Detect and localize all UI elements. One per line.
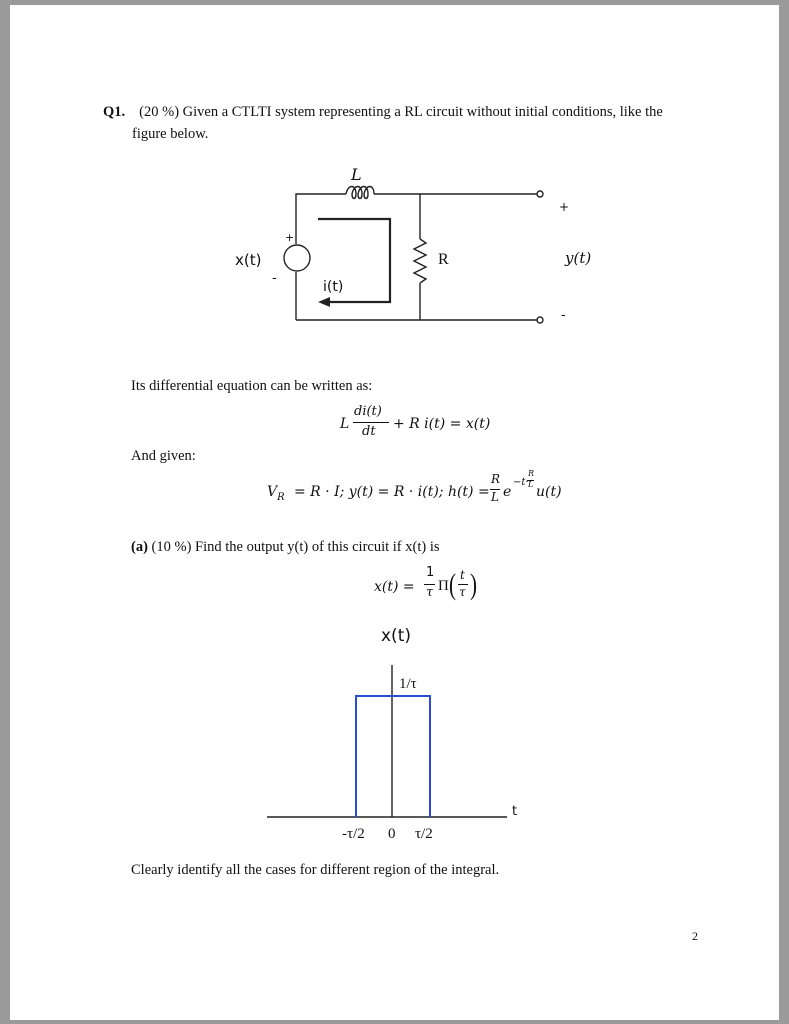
resistor-label: R (438, 251, 449, 268)
given-exp-num: R (528, 469, 535, 478)
output-plus-sign: + (559, 200, 570, 214)
closing-instruction: Clearly identify all the cases for different region of the integral. (131, 862, 500, 878)
time-axis-label: t (512, 804, 518, 819)
part-a-eq-lhs: x(t) = (374, 579, 415, 595)
left-paren: ( (449, 568, 456, 601)
question-text: (20 %) Given a CTLTI system representing a RL circuit without initial conditions, like the (139, 104, 663, 120)
part-a-text: (10 %) Find the output y(t) of this circuit if x(t) is (151, 539, 440, 555)
diff-eq-rest: + R i(t) = x(t) (393, 416, 491, 432)
current-label: i(t) (323, 279, 344, 295)
tick-zero-label: 0 (388, 826, 396, 842)
diff-eq-numerator: di(t) (354, 404, 382, 419)
part-a-rect-symbol: Π (438, 578, 449, 594)
given-tail: u(t) (536, 484, 562, 500)
given-V: V (267, 484, 278, 500)
output-label: y(t) (565, 249, 592, 267)
part-a-arg-den: τ (459, 585, 466, 599)
source-label: x(t) (235, 251, 262, 269)
rect-pulse (356, 696, 430, 817)
source-plus-sign: + (285, 231, 295, 244)
part-a-frac-num: 1 (426, 565, 435, 580)
right-paren: ) (470, 568, 477, 601)
tick-right-label: τ/2 (415, 826, 433, 842)
diff-eq-denominator: dt (362, 424, 376, 439)
document-page (10, 5, 779, 1020)
given-frac-num: R (491, 472, 501, 486)
given-exp-den: L (528, 480, 534, 489)
question-label: Q1. (103, 104, 126, 120)
plot-title: x(t) (381, 626, 411, 646)
given-equations: = R · I; y(t) = R · i(t); h(t) = (294, 484, 490, 500)
given-V-subscript: R (277, 491, 285, 503)
given-intro: And given: (131, 448, 196, 464)
inductor-label: L (351, 165, 362, 184)
page-number: 2 (692, 929, 698, 943)
question-line-2: figure below. (132, 126, 209, 142)
given-exp-prefix: −t· (513, 477, 529, 488)
part-a-arg-num: t (460, 568, 465, 582)
pulse-height-label: 1/τ (399, 676, 417, 692)
diff-eq-intro: Its differential equation can be written as: (131, 378, 373, 394)
output-minus-sign: - (561, 308, 566, 323)
source-minus-sign: - (272, 271, 277, 286)
part-a-label: (a) (131, 539, 148, 555)
tick-left-label: -τ/2 (342, 826, 365, 842)
given-e: e (503, 484, 512, 500)
given-frac-den: L (491, 490, 499, 504)
part-a-frac-den: τ (426, 585, 434, 600)
diff-eq-L: L (340, 416, 350, 432)
